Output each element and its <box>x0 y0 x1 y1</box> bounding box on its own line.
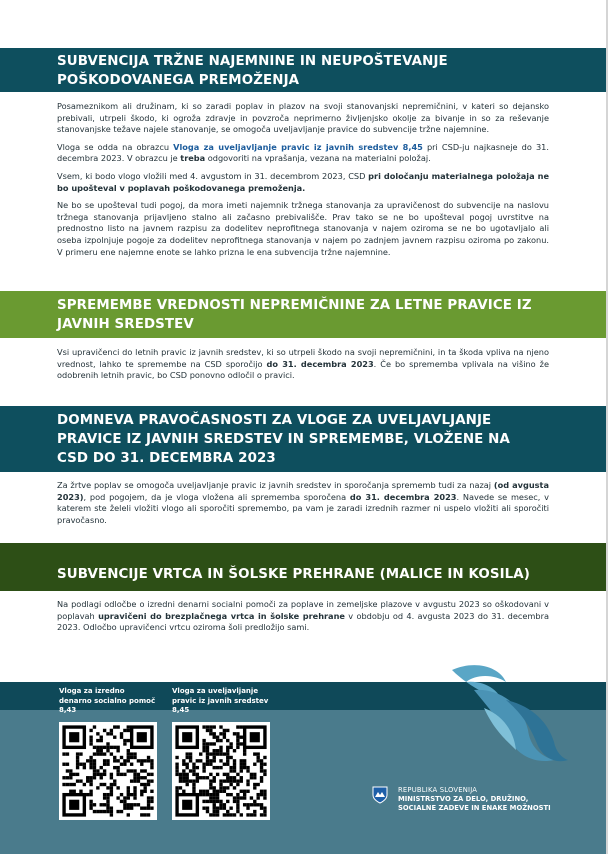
ministry-name: MINISTRSTVO ZA DELO, DRUŽINO, SOCIALNE ZADEVE IN ENAKE MOŽNOSTI <box>398 794 551 812</box>
section-header-kindergarten-meals <box>0 543 606 591</box>
text-run: v obdobju od 4. avgusta 2023 do 31. decembra 2023. Odločbo upravičenci vrtcu oziroma šoli predložijo sami. <box>57 610 549 633</box>
text-run: Za žrtve poplav se omogoča uveljavljanje pravic iz javnih sredstev in sporočanja sprememb tudi za nazaj <box>57 480 494 490</box>
section-title: SPREMEMBE VREDNOSTI NEPREMIČNINE ZA LETNE PRAVICE IZ JAVNIH SREDSTEV <box>57 298 532 332</box>
text-run: Vsem, ki bodo vlogo vložili med 4. avgustom in 31. decembrom 2023, CSD <box>57 170 369 181</box>
section-body-rent-subsidy <box>57 101 549 264</box>
text-run: do 31. decembra 2023 <box>266 358 374 369</box>
section-header-rent-subsidy <box>0 48 606 92</box>
text-run: do 31. decembra 2023 <box>349 491 457 502</box>
text-run: odgovoriti na vprašanja, vezana na materialni položaj. <box>205 153 431 164</box>
text-run: Vsi upravičenci do letnih pravic iz javnih sredstev, ki so utrpeli škodo na svoji nepremičnini, in ta škoda vpliva na njeno vrednost, lahko te spremembe na CSD sporočijo <box>57 347 549 369</box>
water-hands-graphic <box>444 660 570 768</box>
paragraph <box>57 347 549 382</box>
qr-code-public-funds[interactable] <box>172 722 270 820</box>
text-run: . Navede se mesec, v katerem ste želeli vložiti vlogo ali sporočiti spremembo, pa vam je zaradi izrednih razmer ni uspelo vložiti ali sporočiti pravočasno. <box>57 491 549 525</box>
text-run: . Če bo sprememba vplivala na višino že odobrenih letnih pravic, bo CSD ponovno odločil o pravici. <box>57 358 549 381</box>
text-run: , pod pogojem, da je vloga vložena ali sprememba sporočena <box>83 491 350 502</box>
section-title: SUBVENCIJA TRŽNE NAJEMNINE IN NEUPOŠTEVANJE POŠKODOVANEGA PREMOŽENJA <box>57 54 448 88</box>
slovenia-crest-icon <box>372 786 388 804</box>
paragraph <box>57 171 549 194</box>
text-run: treba <box>180 153 206 164</box>
text-run: Posameznikom ali družinam, ki so zaradi poplav in plazov na svoji stanovanjski nepremičnini, v kateri so dejansko prebivali, utrpeli škodo, ki ogroža zdravje in povzroča neprimerno življenjsko okolje za bivanje in so za reševanje stanovanjske težave najele stanovanje, se omogoča uveljavljanje pravice do subvencije tržne najemnine. <box>57 101 549 135</box>
paragraph <box>57 599 549 634</box>
form-link[interactable]: Vloga za uveljavljanje pravic iz javnih sredstev 8,45 <box>173 141 423 152</box>
qr-label-emergency-aid: Vloga za izredno denarno socialno pomoč 8,43 <box>59 687 156 714</box>
section-title: SUBVENCIJE VRTCA IN ŠOLSKE PREHRANE (MALICE IN KOSILA) <box>57 567 530 582</box>
text-run: upravičeni do brezplačnega vrtca in šolske prehrane <box>98 610 345 621</box>
paragraph <box>57 480 549 526</box>
paragraph <box>57 101 549 136</box>
qr-code-emergency-aid[interactable] <box>59 722 157 820</box>
ministry-logo <box>372 786 572 826</box>
section-body-kindergarten-meals <box>57 599 549 640</box>
text-run: Ne bo se upošteval tudi pogoj, da mora imeti najemnik tržnega stanovanja za upravičenost do subvencije na naslovu tržnega stanovanja prijavljeno stalno ali začasno prebivališče. Prav tako se ne bo upošteval pogoj uvrstitve na prednostno listo na javnem razpisu za dodelitev neprofitnega stanovanja v najem oziroma se ne bo ugotavljalo ali oseba izpolnjuje pogoje za dodelitev neprofitnega stanovanja v najem po zadnjem javnem razpisu oziroma po zakonu. V primeru ene najemne enote se lahko prizna le ena subvencija tržne najemnine. <box>57 200 549 257</box>
text-run: pri CSD-ju najkasneje do 31. decembra 2023. V obrazcu je <box>57 141 549 164</box>
paragraph <box>57 142 549 165</box>
section-header-property-value <box>0 291 606 338</box>
qr-label-public-funds: Vloga za uveljavljanje pravic iz javnih sredstev 8,45 <box>172 687 269 714</box>
section-title: DOMNEVA PRAVOČASNOSTI ZA VLOGE ZA UVELJAVLJANJE PRAVICE IZ JAVNIH SREDSTEV IN SPREMEMBE, VLOŽENE NA CSD DO 31. DECEMBRA 2023 <box>57 413 510 466</box>
paragraph <box>57 200 549 258</box>
republic-label: REPUBLIKA SLOVENIJA <box>398 786 478 794</box>
section-body-property-value <box>57 347 549 388</box>
section-body-timeliness <box>57 480 549 532</box>
text-run: pri določanju materialnega položaja ne bo upošteval v poplavah poškodovanega premoženja. <box>57 170 549 193</box>
text-run: Vloga se odda na obrazcu <box>57 141 174 152</box>
text-run: (od avgusta 2023) <box>57 480 549 502</box>
text-run: Na podlagi odločbe o izredni denarni socialni pomoči za poplave in zemeljske plazove v avgustu 2023 so oškodovani v poplavah <box>57 599 549 621</box>
section-header-timeliness <box>0 406 606 472</box>
